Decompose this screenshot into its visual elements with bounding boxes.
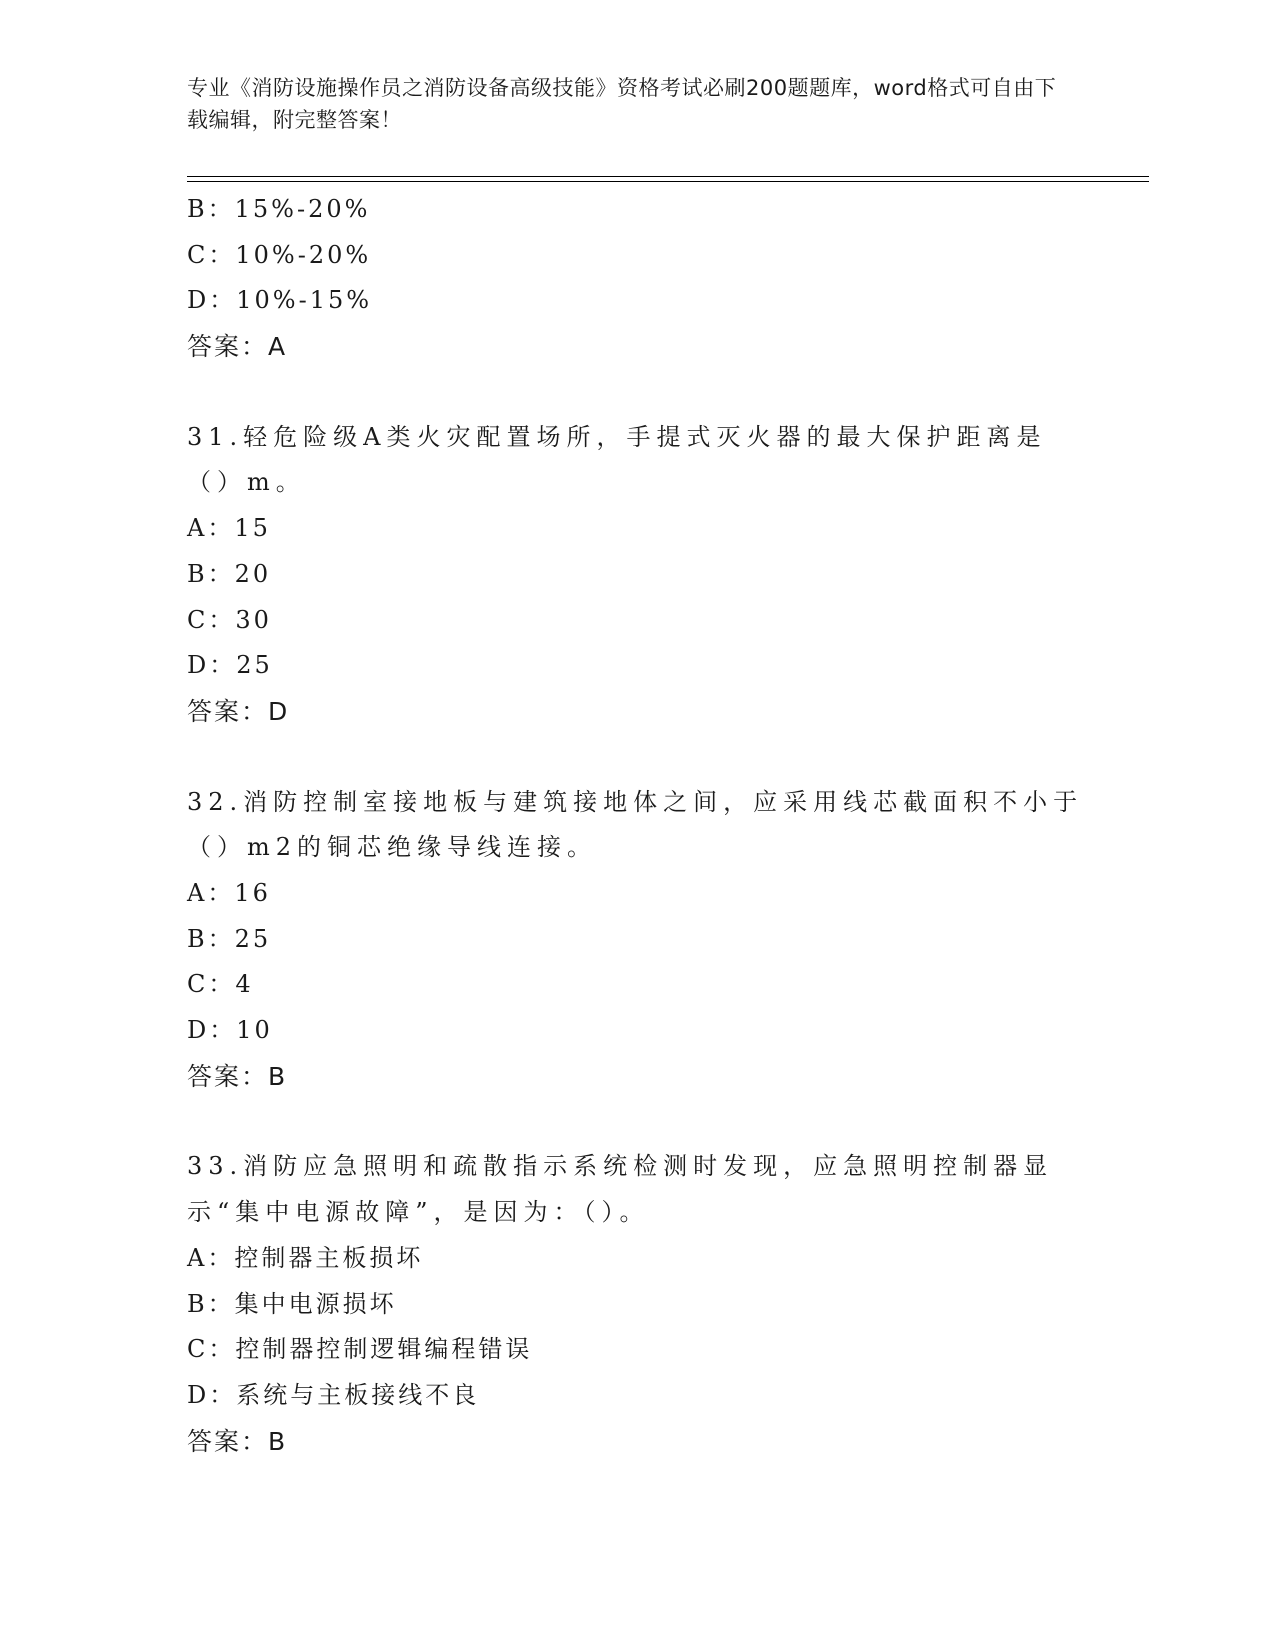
option-b: B：集中电源损坏	[187, 1289, 397, 1318]
option-c: C：30	[187, 605, 272, 634]
option-a: A：控制器主板损坏	[187, 1243, 424, 1272]
question-text: 32.消防控制室接地板与建筑接地体之间，应采用线芯截面积不小于（）m2的铜芯绝缘导线连接。	[187, 787, 1084, 862]
option-d: D：10	[187, 1016, 273, 1045]
option-a: A：16	[187, 879, 271, 907]
answer-label: 答案：B	[187, 1061, 288, 1091]
answer-label: 答案：A	[187, 332, 288, 362]
question-32	[187, 780, 1087, 1100]
option-c: C：10%-20%	[187, 240, 372, 269]
option-b: B：25	[187, 924, 272, 953]
option-d: D：25	[187, 651, 273, 680]
answer-label: 答案：D	[187, 696, 290, 726]
option-c: C：4	[187, 970, 254, 999]
question-text: 33.消防应急照明和疏散指示系统检测时发现，应急照明控制器显示“集中电源故障”，是因为：（）。	[187, 1152, 1054, 1227]
question-list	[187, 187, 1087, 1464]
option-b: B：15%-20%	[187, 195, 371, 223]
header-rule-bottom	[187, 181, 1149, 182]
question-text: 31.轻危险级A类火灾配置场所，手提式灭火器的最大保护距离是（）m。	[187, 422, 1047, 497]
document-header: 专业《消防设施操作员之消防设备高级技能》资格考试必刷200题题库，word格式可自由下载编辑，附完整答案！	[187, 76, 1057, 132]
question-33	[187, 1144, 1087, 1464]
option-c: C：控制器控制逻辑编程错误	[187, 1335, 533, 1364]
option-d: D：10%-15%	[187, 286, 373, 315]
answer-label: 答案：B	[187, 1426, 288, 1456]
option-b: B：20	[187, 559, 272, 588]
option-d: D：系统与主板接线不良	[187, 1380, 480, 1409]
option-a: A：15	[187, 514, 271, 543]
header-rule-top	[187, 176, 1149, 177]
question-31	[187, 415, 1087, 735]
